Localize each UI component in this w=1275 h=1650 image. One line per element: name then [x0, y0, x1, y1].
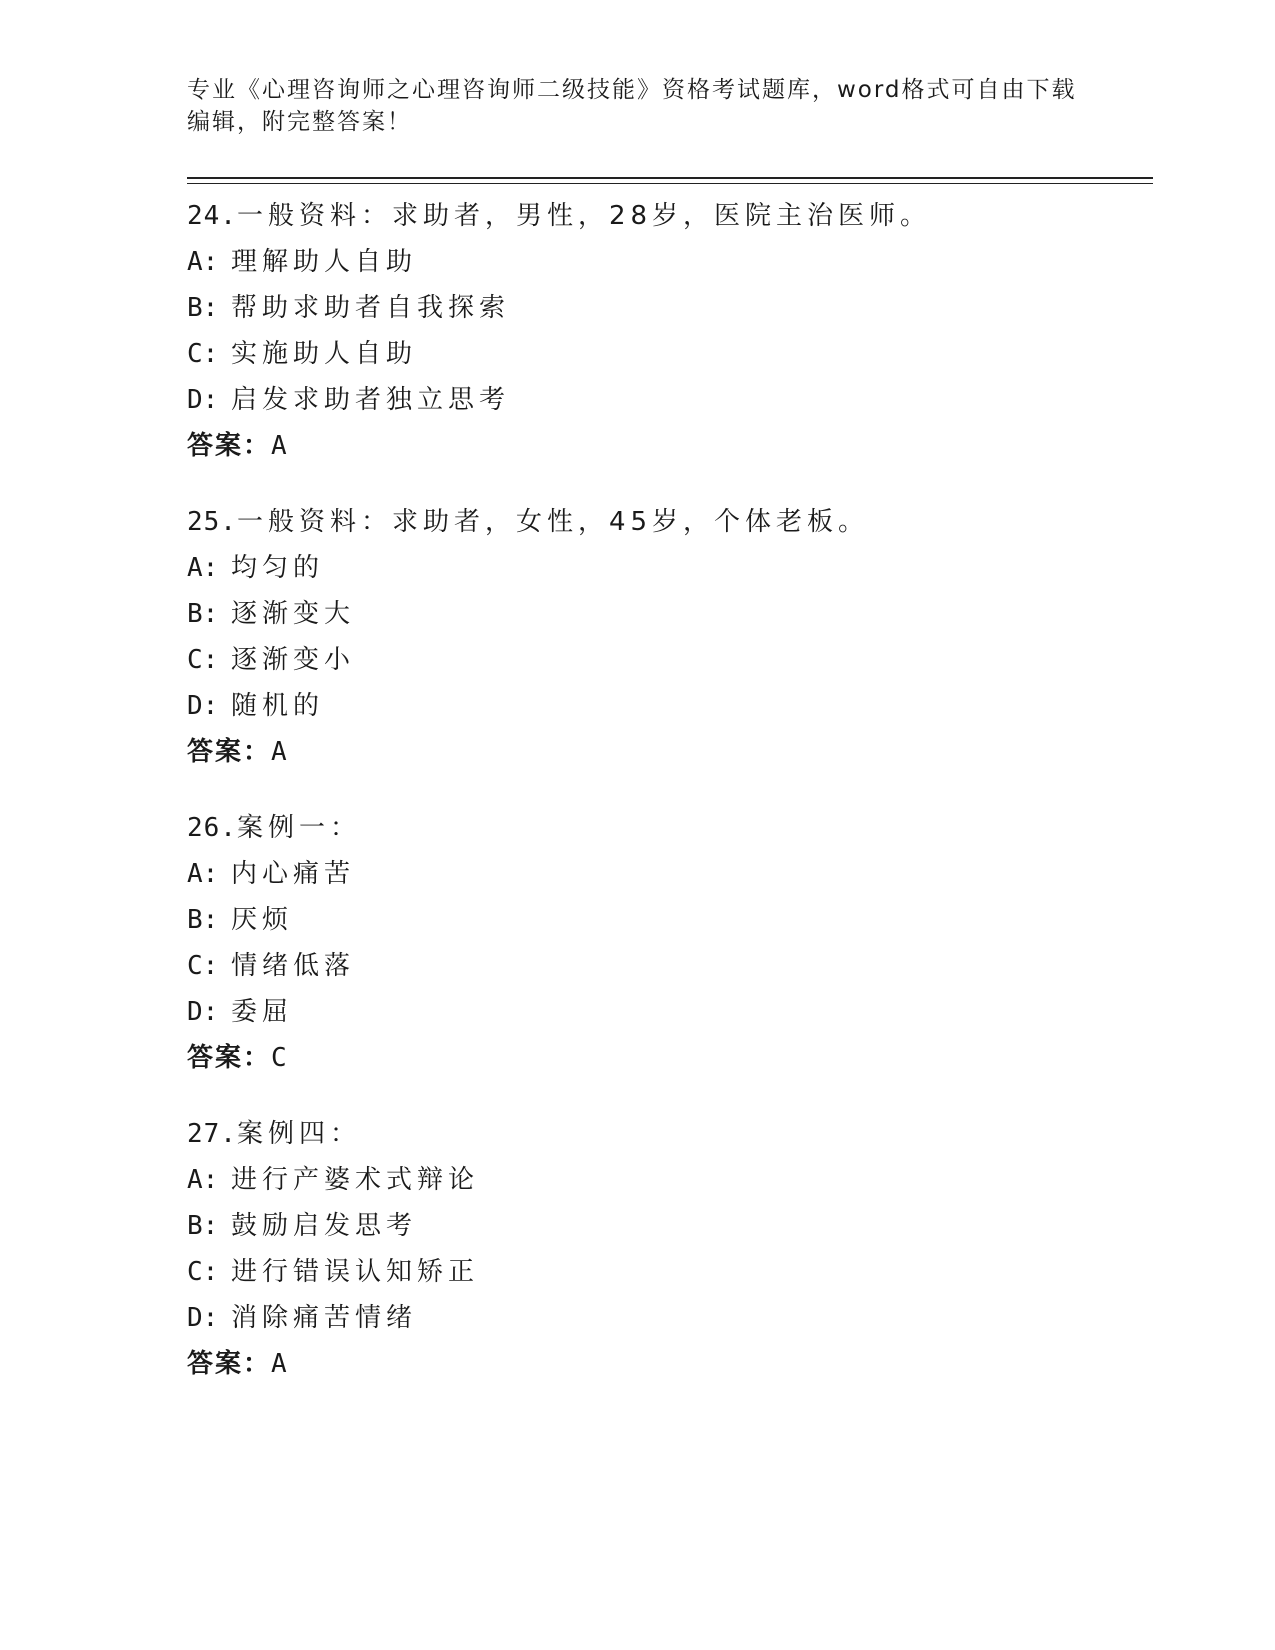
option-letter: A: [187, 859, 219, 889]
option-a [187, 1157, 1153, 1203]
option-text: 内心痛苦 [231, 859, 356, 889]
question-25 [187, 499, 1153, 775]
option-letter: A: [187, 553, 219, 583]
answer-label: 答案： [187, 431, 272, 461]
option-letter: D: [187, 385, 219, 415]
question-number: 24. [187, 201, 237, 231]
option-d [187, 683, 1153, 729]
answer-label: 答案： [187, 1349, 272, 1379]
question-text: 一般资料：求助者，女性，45岁，个体老板。 [236, 507, 870, 537]
option-text: 随机的 [231, 691, 325, 721]
option-b [187, 591, 1153, 637]
option-a [187, 851, 1153, 897]
answer-value: C [271, 1043, 289, 1073]
question-text: 一般资料：求助者，男性，28岁，医院主治医师。 [236, 201, 932, 231]
option-text: 厌烦 [231, 905, 294, 935]
option-text: 逐渐变大 [231, 599, 356, 629]
option-c [187, 637, 1153, 683]
question-stem [187, 805, 1153, 851]
option-text: 消除痛苦情绪 [231, 1303, 418, 1333]
question-24 [187, 193, 1153, 469]
option-c [187, 943, 1153, 989]
answer-line [187, 1341, 1153, 1387]
header-line-1: 专业《心理咨询师之心理咨询师二级技能》资格考试题库，word格式可自由下载 [187, 77, 1077, 103]
answer-label: 答案： [187, 737, 272, 767]
question-27 [187, 1111, 1153, 1387]
question-number: 25. [187, 507, 237, 537]
option-letter: B: [187, 293, 219, 323]
answer-value: A [271, 737, 289, 767]
option-letter: D: [187, 691, 219, 721]
document-header [187, 74, 1087, 138]
option-text: 启发求助者独立思考 [231, 385, 511, 415]
option-text: 帮助求助者自我探索 [231, 293, 511, 323]
option-b [187, 285, 1153, 331]
option-letter: A: [187, 247, 219, 277]
header-line-2: 编辑，附完整答案！ [187, 109, 412, 135]
option-text: 均匀的 [231, 553, 325, 583]
option-c [187, 331, 1153, 377]
option-c [187, 1249, 1153, 1295]
header-divider-bottom [187, 183, 1153, 184]
question-stem [187, 499, 1153, 545]
option-b [187, 897, 1153, 943]
question-text: 案例四： [236, 1119, 361, 1149]
option-text: 理解助人自助 [231, 247, 418, 277]
header-divider-top [187, 177, 1153, 179]
option-letter: C: [187, 339, 219, 369]
option-d [187, 1295, 1153, 1341]
answer-label: 答案： [187, 1043, 272, 1073]
option-text: 进行产婆术式辩论 [231, 1165, 480, 1195]
question-stem [187, 193, 1153, 239]
option-letter: C: [187, 1257, 219, 1287]
option-d [187, 377, 1153, 423]
option-a [187, 545, 1153, 591]
option-text: 实施助人自助 [231, 339, 418, 369]
option-text: 情绪低落 [231, 951, 356, 981]
answer-line [187, 423, 1153, 469]
option-a [187, 239, 1153, 285]
option-letter: A: [187, 1165, 219, 1195]
option-letter: D: [187, 997, 219, 1027]
option-text: 逐渐变小 [231, 645, 356, 675]
option-b [187, 1203, 1153, 1249]
question-26 [187, 805, 1153, 1081]
option-letter: C: [187, 951, 219, 981]
option-letter: B: [187, 1211, 219, 1241]
answer-line [187, 1035, 1153, 1081]
option-text: 委屈 [231, 997, 294, 1027]
answer-value: A [271, 1349, 289, 1379]
option-letter: B: [187, 905, 219, 935]
answer-value: A [271, 431, 289, 461]
question-list [187, 193, 1153, 1417]
question-number: 26. [187, 813, 237, 843]
option-text: 鼓励启发思考 [231, 1211, 418, 1241]
option-letter: D: [187, 1303, 219, 1333]
option-letter: B: [187, 599, 219, 629]
question-text: 案例一： [236, 813, 361, 843]
question-stem [187, 1111, 1153, 1157]
question-number: 27. [187, 1119, 237, 1149]
option-text: 进行错误认知矫正 [231, 1257, 480, 1287]
option-letter: C: [187, 645, 219, 675]
answer-line [187, 729, 1153, 775]
option-d [187, 989, 1153, 1035]
